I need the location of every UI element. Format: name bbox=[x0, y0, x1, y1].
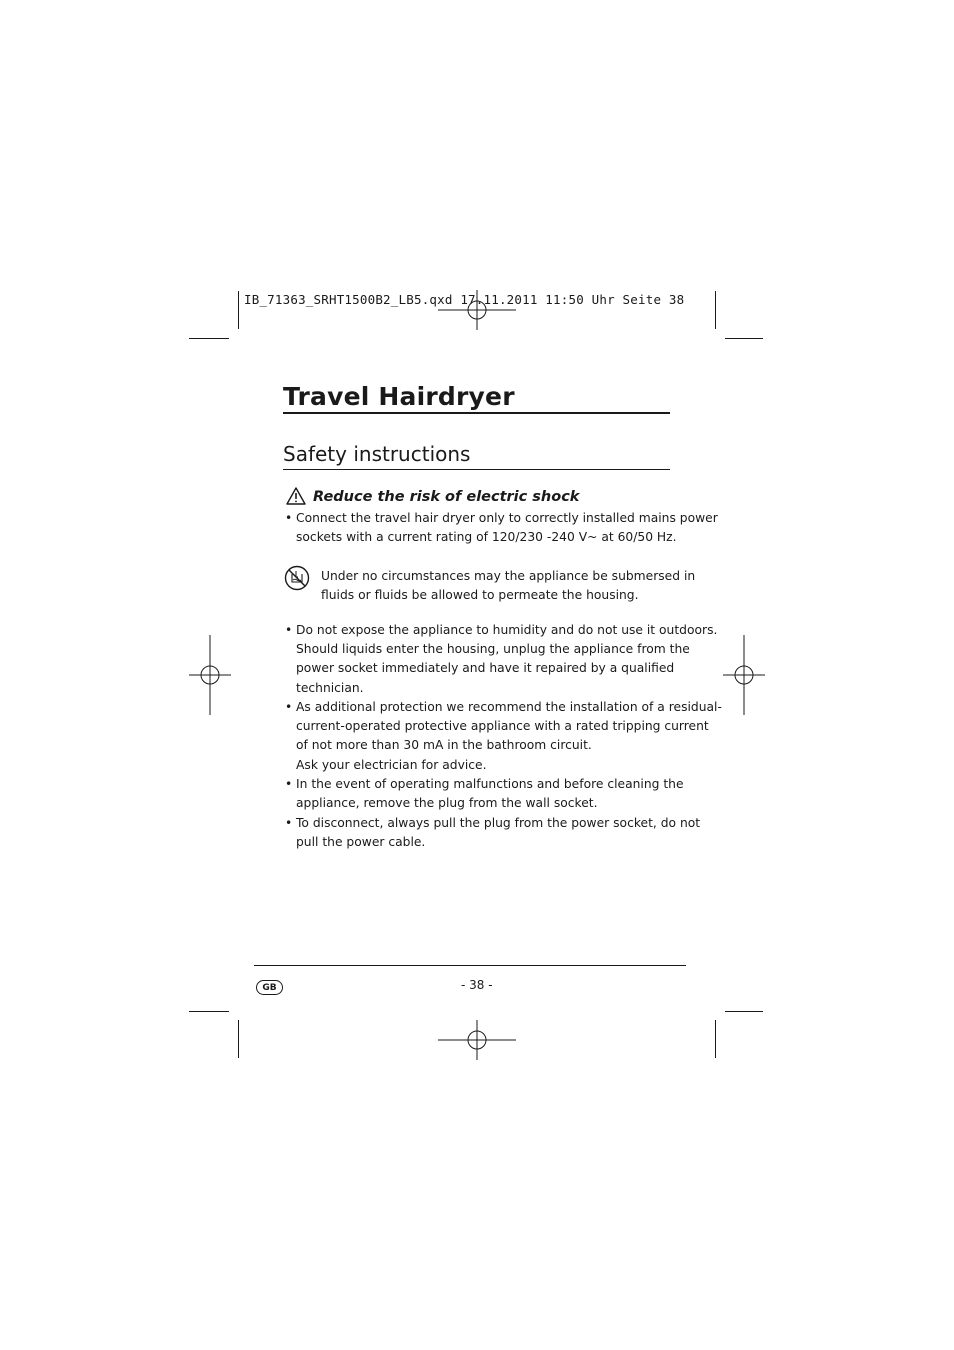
page-title: Travel Hairdryer bbox=[283, 382, 515, 411]
list-item-line: As additional protection we recommend the installation of a residual- bbox=[296, 700, 722, 714]
list-item bbox=[296, 814, 700, 852]
subheading: Reduce the risk of electric shock bbox=[313, 489, 580, 505]
registration-mark-left bbox=[189, 635, 231, 715]
list-item-line: sockets with a current rating of 120/230 -240 V~ at 60/50 Hz. bbox=[296, 530, 677, 545]
print-slug-line: IB_71363_SRHT1500B2_LB5.qxd 17.11.2011 11:50 Uhr Seite 38 bbox=[244, 292, 685, 307]
bullet-marker: • bbox=[285, 511, 293, 525]
list-item-line: Ask your electrician for advice. bbox=[296, 757, 487, 772]
list-item bbox=[296, 775, 684, 813]
section-underline bbox=[283, 469, 670, 470]
list-item-line: appliance, remove the plug from the wall socket. bbox=[296, 796, 598, 811]
list-item bbox=[296, 698, 722, 775]
bullet-marker: • bbox=[285, 816, 293, 830]
note-line: Under no circumstances may the appliance be submersed in bbox=[321, 569, 696, 583]
bullet-marker: • bbox=[285, 777, 293, 791]
list-item-line: technician. bbox=[296, 680, 364, 695]
section-heading: Safety instructions bbox=[283, 442, 471, 466]
registration-mark-right bbox=[723, 635, 765, 715]
list-item-line: of not more than 30 mA in the bathroom circuit. bbox=[296, 738, 592, 753]
list-item-line: To disconnect, always pull the plug from the power socket, do not bbox=[296, 816, 701, 830]
footer-rule bbox=[254, 965, 686, 966]
list-item-line: current-operated protective appliance with a rated tripping current bbox=[296, 719, 709, 734]
registration-mark-bottom bbox=[436, 1020, 518, 1060]
list-item-line: Should liquids enter the housing, unplug the appliance from the bbox=[296, 642, 690, 657]
list-item-line: In the event of operating malfunctions and before cleaning the bbox=[296, 777, 684, 791]
bullet-marker: • bbox=[285, 623, 293, 637]
list-item-line: Connect the travel hair dryer only to correctly installed mains power bbox=[296, 511, 718, 525]
country-badge: GB bbox=[256, 980, 283, 995]
list-item bbox=[296, 621, 717, 698]
note-line: fluids or fluids be allowed to permeate the housing. bbox=[321, 588, 639, 603]
list-item bbox=[296, 509, 718, 547]
immersion-warning-text bbox=[321, 567, 695, 605]
list-item-line: power socket immediately and have it repaired by a qualified bbox=[296, 661, 675, 676]
bullet-marker: • bbox=[285, 700, 293, 714]
page-number: - 38 - bbox=[461, 978, 493, 992]
title-underline bbox=[283, 412, 670, 414]
list-item-line: pull the power cable. bbox=[296, 835, 426, 850]
warning-triangle-icon bbox=[286, 487, 306, 505]
list-item-line: Do not expose the appliance to humidity and do not use it outdoors. bbox=[296, 623, 718, 637]
no-immersion-icon bbox=[284, 565, 310, 591]
